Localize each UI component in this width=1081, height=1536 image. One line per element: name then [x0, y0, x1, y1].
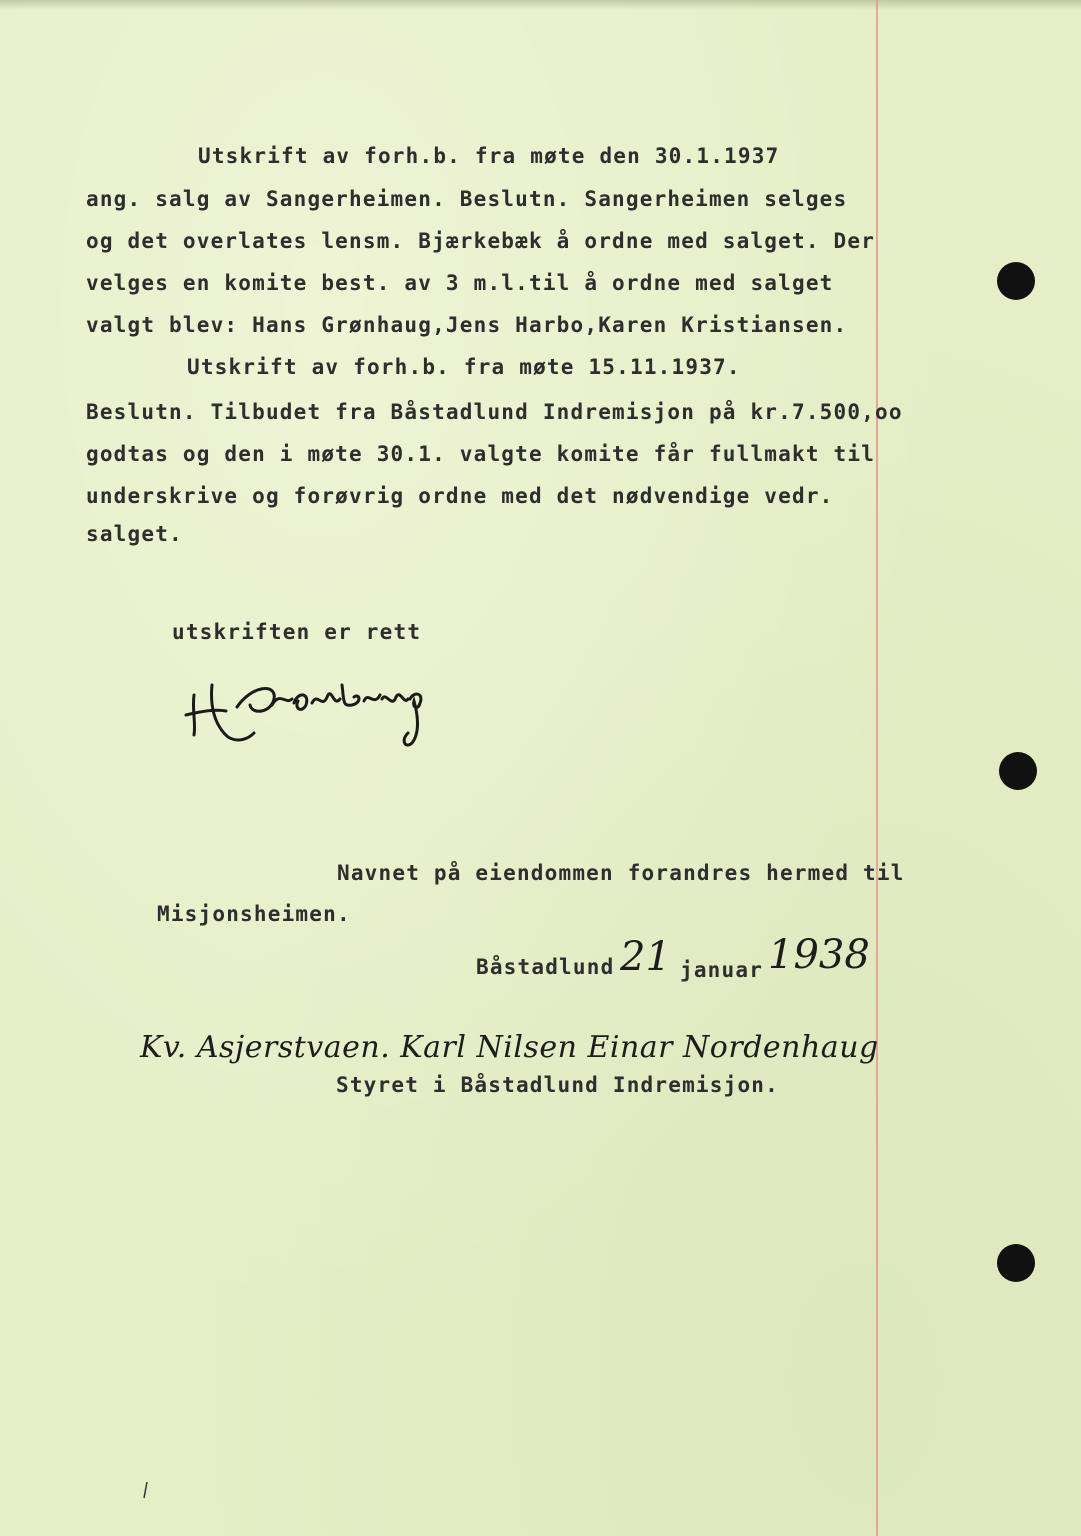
red-margin-line [876, 0, 878, 1536]
board-label: Styret i Båstadlund Indremisjon. [336, 1073, 779, 1097]
date-month: januar [680, 958, 764, 982]
paragraph2-line: Beslutn. Tilbudet fra Båstadlund Indremisjon på kr.7.500,oo [86, 400, 903, 424]
punch-hole-top [997, 262, 1035, 300]
punch-hole-bottom [997, 1244, 1035, 1282]
date-day: 21 [620, 934, 671, 980]
signature-gronhaug-drawing [182, 655, 452, 750]
paragraph1-line: og det overlates lensm. Bjærkebæk å ordne med salget. Der [86, 229, 876, 253]
paragraph2-line: godtas og den i møte 30.1. valgte komite får fullmakt til [86, 442, 876, 466]
punch-hole-middle [999, 752, 1037, 790]
paragraph2-line: Utskrift av forh.b. fra møte 15.11.1937. [187, 355, 741, 379]
paragraph1-line: valgt blev: Hans Grønhaug,Jens Harbo,Karen Kristiansen. [86, 313, 848, 337]
board-signatures: Kv. Asjerstvaen. Karl Nilsen Einar Nordenhaug [140, 1030, 879, 1065]
page-top-shadow [0, 0, 1081, 10]
paragraph2-line: underskrive og forøvrig ordne med det nødvendige vedr. [86, 484, 834, 508]
paragraph1-line: Utskrift av forh.b. fra møte den 30.1.1937 [198, 144, 780, 168]
paragraph1-line: velges en komite best. av 3 m.l.til å ordne med salget [86, 271, 834, 295]
paragraph1-line: ang. salg av Sangerheimen. Beslutn. Sangerheimen selges [86, 187, 848, 211]
rename-line2: Misjonsheimen. [157, 902, 351, 926]
place-text: Båstadlund [476, 955, 615, 979]
date-year: 1938 [768, 932, 870, 978]
paragraph2-line: salget. [86, 522, 183, 546]
certification-text: utskriften er rett [172, 620, 422, 644]
signature-gronhaug [182, 655, 452, 750]
stray-pen-mark [142, 1480, 150, 1500]
rename-line1: Navnet på eiendommen forandres hermed til [337, 861, 905, 885]
